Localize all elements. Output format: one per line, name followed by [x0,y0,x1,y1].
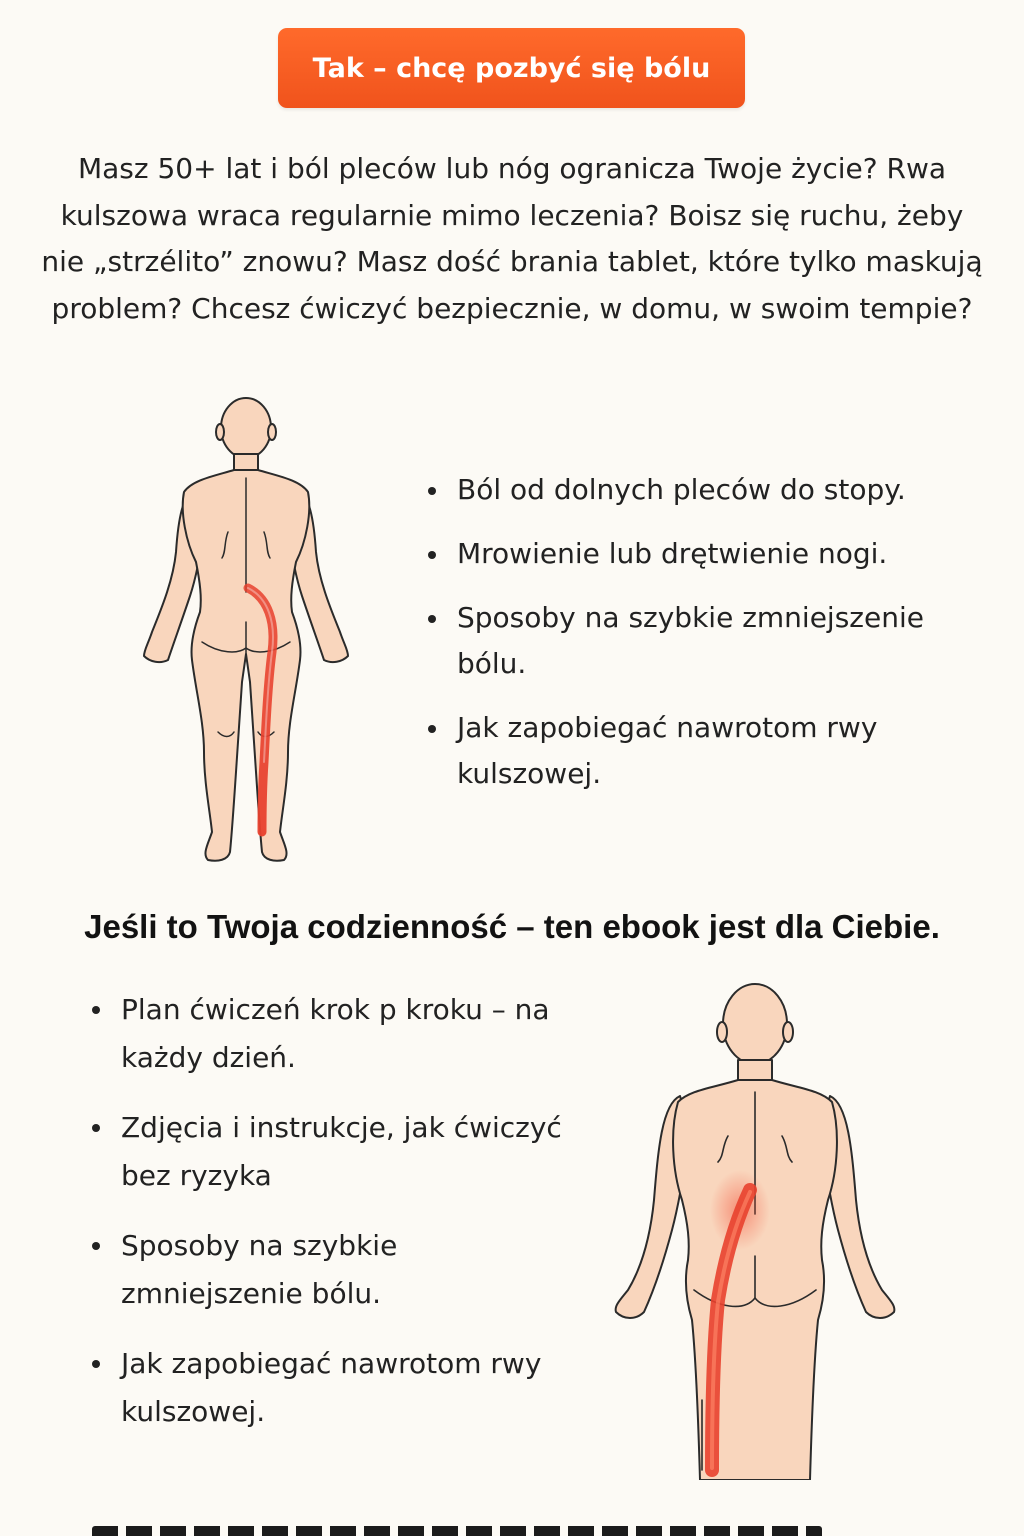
list-item: Jak zapobiegać nawrotom rwy kulszowej. [92,1340,562,1436]
list-item: Sposoby na szybkie zmniejszenie bólu. [428,595,968,687]
cropped-heading-fragment [92,1520,992,1536]
sciatica-full-body-back-illustration [130,392,360,864]
list-item: Mrowienie lub drętwienie nogi. [428,531,968,577]
list-item: Zdjęcia i instrukcje, jak ćwiczyć bez ryzyka [92,1104,562,1200]
cta-button[interactable]: Tak – chcę pozbyć się bólu [278,28,745,108]
list-item: Ból od dolnych pleców do stopy. [428,467,968,513]
list-item: Sposoby na szybkie zmniejszenie bólu. [92,1222,562,1318]
section-heading: Jeśli to Twoja codzienność – ten ebook jest dla Ciebie. [84,908,940,945]
list-item: Jak zapobiegać nawrotom rwy kulszowej. [428,705,968,797]
sciatica-torso-back-illustration [600,980,910,1480]
benefits-list [92,986,562,1458]
intro-paragraph: Masz 50+ lat i ból pleców lub nóg ogranicza Twoje życie? Rwa kulszowa wraca regularnie mimo leczenia? Boisz się ruchu, żeby nie „strzélito” znowu? Masz dość brania tablet, które tylko maskują problem? Chcesz ćwiczyć bezpiecznie, w domu, w swoim tempie? [41,152,983,325]
symptoms-list [428,467,968,815]
list-item: Plan ćwiczeń krok p kroku – na każdy dzień. [92,986,562,1082]
